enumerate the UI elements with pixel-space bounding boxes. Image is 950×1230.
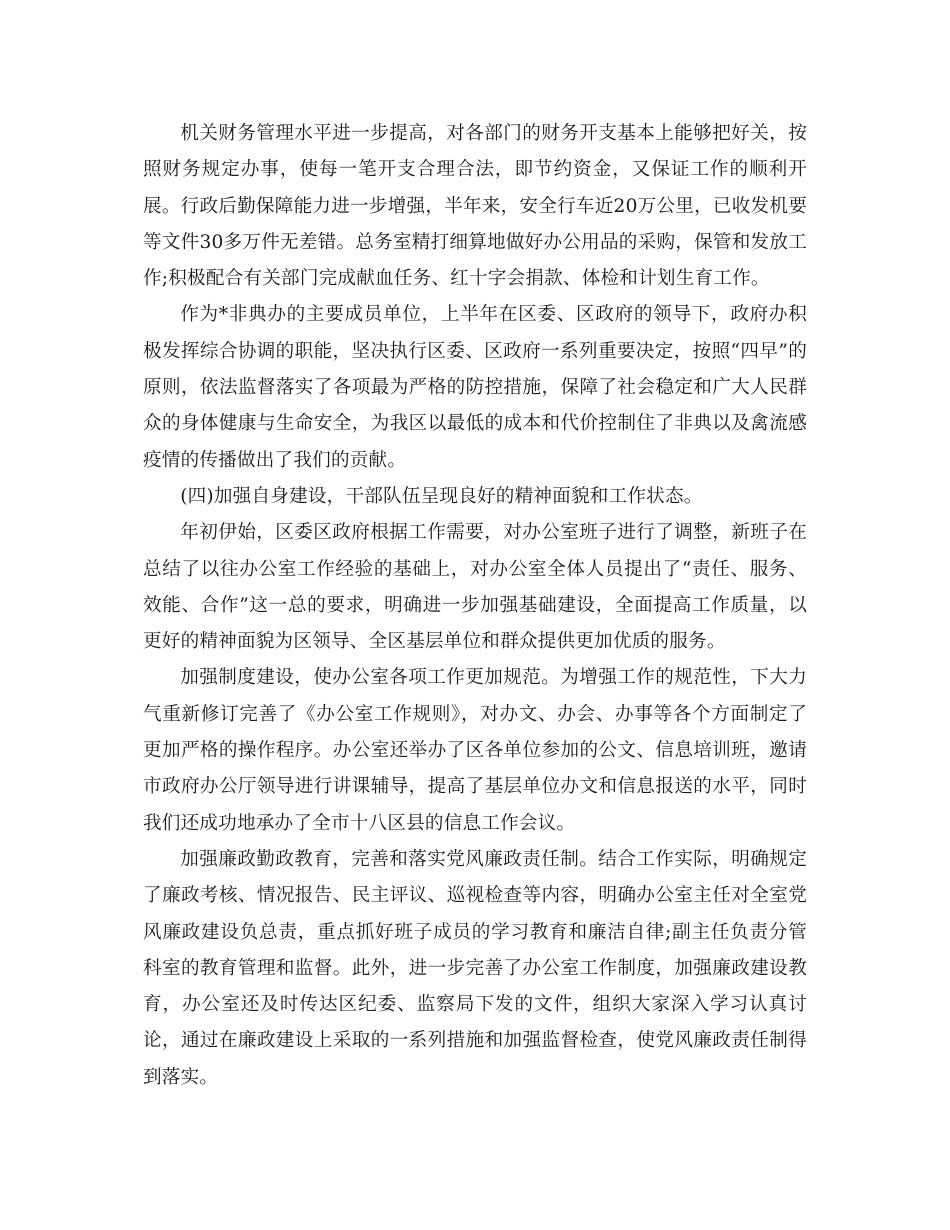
paragraph-new-team: 年初伊始，区委区政府根据工作需要，对办公室班子进行了调整，新班子在总结了以往办公室工作经验的基础上，对办公室全体人员提出了“责任、服务、效能、合作”这一总的要求，明确进一步加强基础建设，全面提高工作质量，以更好的精神面貌为区领导、全区基层单位和群众提供更加优质的服务。 bbox=[143, 522, 807, 653]
section-heading-self-building: (四)加强自身建设，干部队伍呈现良好的精神面貌和工作状态。 bbox=[180, 485, 703, 507]
paragraph-system-building: 加强制度建设，使办公室各项工作更加规范。为增强工作的规范性，下大力气重新修订完善了《办公室工作规则》，对办文、办会、办事等各个方面制定了更加严格的操作程序。办公室还举办了区各单位参加的公文、信息培训班，邀请市政府办公厅领导进行讲课辅导，提高了基层单位办文和信息报送的水平，同时我们还成功地承办了全市十八区县的信息工作会议。 bbox=[143, 667, 807, 834]
paragraph-sars-office: 作为*非典办的主要成员单位，上半年在区委、区政府的领导下，政府办积极发挥综合协调的职能，坚决执行区委、区政府一系列重要决定，按照“四早”的原则，依法监督落实了各项最为严格的防控措施，保障了社会稳定和广大人民群众的身体健康与生命安全，为我区以最低的成本和代价控制住了非典以及禽流感疫情的传播做出了我们的贡献。 bbox=[143, 304, 807, 471]
document-body bbox=[143, 116, 807, 1096]
paragraph-integrity-education: 加强廉政勤政教育，完善和落实党风廉政责任制。结合工作实际，明确规定了廉政考核、情况报告、民主评议、巡视检查等内容，明确办公室主任对全室党风廉政建设负总责，重点抓好班子成员的学习教育和廉洁自律;副主任负责分管科室的教育管理和监督。此外，进一步完善了办公室工作制度，加强廉政建设教育，办公室还及时传达区纪委、监察局下发的文件，组织大家深入学习认真讨论，通过在廉政建设上采取的一系列措施和加强监督检查，使党风廉政责任制得到落实。 bbox=[143, 848, 807, 1088]
paragraph-finance: 机关财务管理水平进一步提高，对各部门的财务开支基本上能够把好关，按照财务规定办事，使每一笔开支合理合法，即节约资金，又保证工作的顺利开展。行政后勤保障能力进一步增强，半年来，安全行车近20万公里，已收发机要等文件30多万件无差错。总务室精打细算地做好办公用品的采购，保管和发放工作;积极配合有关部门完成献血任务、红十字会捐款、体检和计划生育工作。 bbox=[143, 123, 807, 290]
